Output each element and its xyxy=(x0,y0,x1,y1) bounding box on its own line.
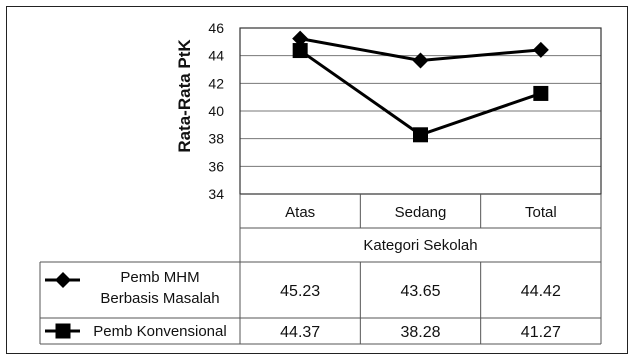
y-tick-label: 38 xyxy=(208,130,224,147)
data-table-value: 38.28 xyxy=(400,324,441,341)
data-table-value: 44.42 xyxy=(520,283,561,300)
category-label: Sedang xyxy=(394,204,447,221)
y-tick-label: 46 xyxy=(208,20,224,36)
y-tick-label: 44 xyxy=(208,47,224,64)
series-lines xyxy=(292,31,549,143)
data-point-square-marker xyxy=(293,43,308,58)
y-tick-label: 34 xyxy=(208,186,224,202)
data-point-square-marker xyxy=(413,127,428,142)
x-axis-label: Kategori Sekolah xyxy=(363,237,478,254)
category-label: Total xyxy=(524,204,557,221)
data-table-value: 44.37 xyxy=(280,324,321,341)
data-table-value: 41.27 xyxy=(520,324,561,341)
data-table-value: 45.23 xyxy=(280,283,321,300)
data-table-value: 43.65 xyxy=(400,283,441,300)
data-point-square-marker xyxy=(533,86,548,101)
category-label: Atas xyxy=(285,204,316,221)
legend-key-diamond-marker xyxy=(55,272,71,288)
y-tick-label: 40 xyxy=(208,103,224,119)
legend-series-name: Berbasis Masalah xyxy=(100,290,220,307)
y-tick-labels xyxy=(208,20,224,202)
data-point-diamond-marker xyxy=(413,53,429,69)
y-axis-label: Rata-Rata PtK xyxy=(175,39,194,153)
data-table xyxy=(40,194,601,344)
y-tick-label: 42 xyxy=(208,75,224,92)
y-tick-label: 36 xyxy=(208,158,224,175)
legend-series-name: Pemb Konvensional xyxy=(93,323,227,340)
legend-series-name: Pemb MHM xyxy=(120,269,200,286)
legend-key-square-marker xyxy=(56,324,71,339)
